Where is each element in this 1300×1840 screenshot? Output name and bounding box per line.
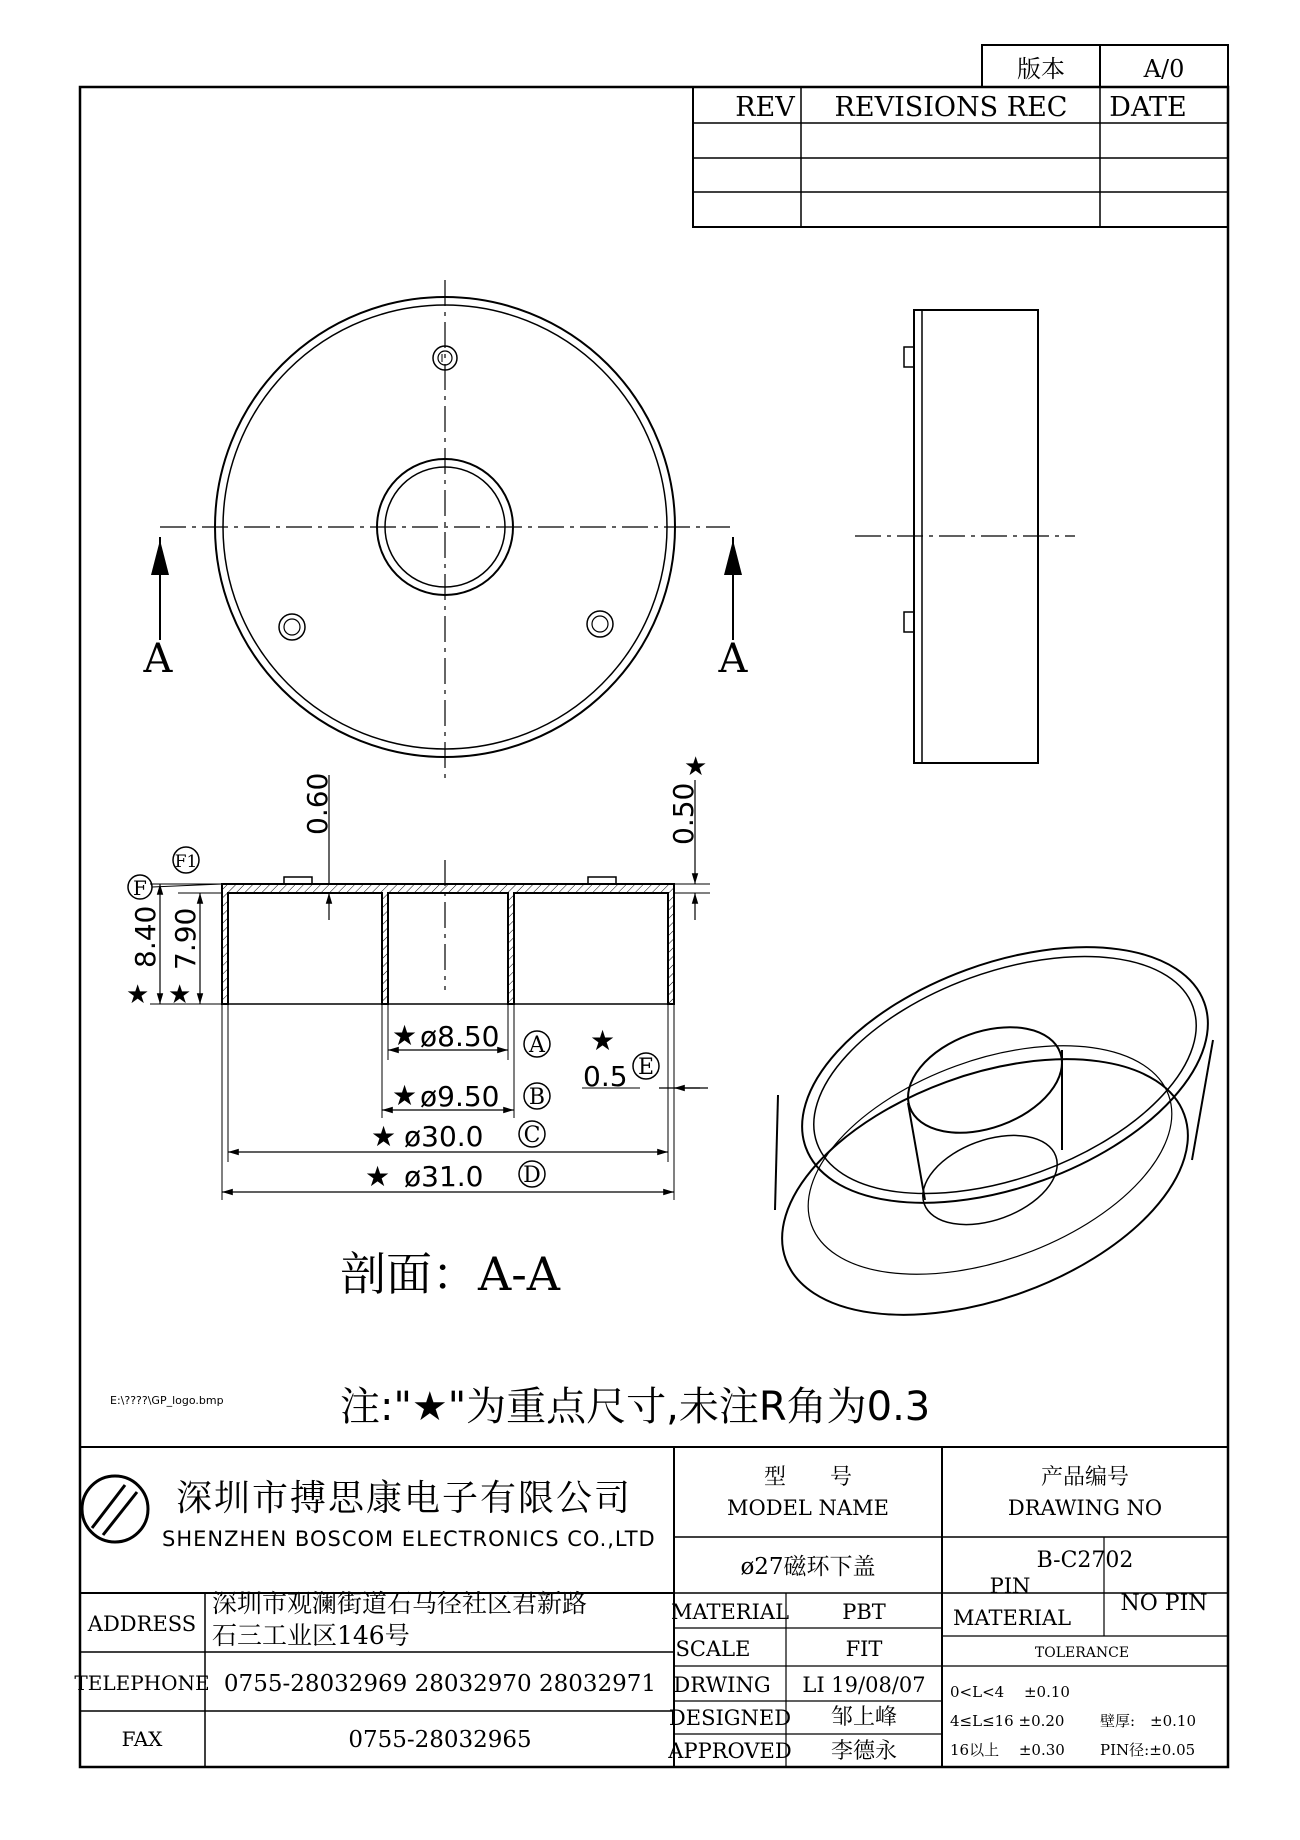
section-title: 剖面：A-A: [340, 1247, 560, 1301]
dim-diameter-b: ø9.50: [420, 1080, 500, 1113]
drawing-label-en: DRAWING NO: [1007, 1496, 1163, 1520]
section-arrow-left-icon: [151, 540, 169, 575]
company-name-cn: 深圳市搏思康电子有限公司: [176, 1478, 633, 1519]
dim-diameter-c: ø30.0: [404, 1120, 484, 1153]
star-icon: ★: [126, 980, 150, 1010]
telephone-label: TELEPHONE: [74, 1671, 210, 1695]
datum-d-label: D: [523, 1163, 541, 1188]
star-icon: ★: [371, 1120, 397, 1153]
drwing-label: DRWING: [673, 1673, 771, 1697]
model-label-cn: 型 号: [763, 1465, 853, 1490]
version-box: [982, 45, 1228, 87]
fax-value: 0755-28032965: [348, 1727, 532, 1753]
datum-f1-label: F1: [174, 852, 198, 872]
dim-height-inner: 7.90: [169, 907, 202, 970]
version-value: A/0: [1143, 55, 1185, 83]
section-marker-left: A: [143, 636, 173, 682]
star-icon: ★: [392, 1019, 418, 1052]
material-value: PBT: [842, 1600, 886, 1624]
side-view: [855, 310, 1075, 763]
isometric-view: [747, 897, 1242, 1365]
model-value: ø27磁环下盖: [740, 1554, 876, 1580]
fax-label: FAX: [121, 1727, 163, 1751]
star-icon: ★: [684, 752, 708, 782]
drawing-note: 注:"★"为重点尺寸,未注R角为0.3: [340, 1384, 931, 1430]
material-label: MATERIAL: [670, 1600, 790, 1624]
tolerance-wall: 壁厚: ±0.10: [1100, 1712, 1197, 1730]
pin-material-label-2: MATERIAL: [952, 1606, 1072, 1630]
star-icon: ★: [168, 980, 192, 1010]
star-icon: ★: [590, 1024, 616, 1057]
scale-value: FIT: [845, 1637, 883, 1661]
section-view: [126, 752, 710, 1301]
drawing-label-cn: 产品编号: [1040, 1465, 1130, 1490]
date-header: DATE: [1109, 92, 1187, 123]
dim-edge-e: 0.5: [583, 1060, 628, 1093]
dim-top-thickness: 0.60: [301, 772, 334, 835]
logo-path: E:\????\GP_logo.bmp: [110, 1394, 224, 1407]
tolerance-label: TOLERANCE: [1034, 1645, 1130, 1661]
tolerance-row-1: 0<L<4 ±0.10: [950, 1683, 1070, 1701]
address-line2: 石三工业区146号: [212, 1621, 410, 1650]
revisions-header: REVISIONS REC: [834, 92, 1068, 123]
datum-a-label: A: [529, 1033, 545, 1058]
section-marker-right: A: [718, 636, 748, 682]
pin-material-value: NO PIN: [1120, 1591, 1208, 1616]
company-logo: [82, 1476, 148, 1542]
version-label: 版本: [1017, 55, 1065, 83]
model-label-en: MODEL NAME: [727, 1496, 889, 1520]
tolerance-row-3: 16以上 ±0.30: [950, 1741, 1065, 1759]
revision-table: [693, 87, 1228, 227]
telephone-value: 0755-28032969 28032970 28032971: [223, 1671, 657, 1697]
approved-value: 李德永: [830, 1739, 898, 1764]
star-icon: ★: [365, 1160, 391, 1193]
drawing-value: B-C2702: [1036, 1548, 1134, 1573]
address-line1: 深圳市观澜街道石马径社区君新路: [212, 1589, 588, 1618]
tolerance-row-2: 4≤L≤16 ±0.20: [950, 1712, 1065, 1730]
rev-header: REV: [735, 92, 795, 123]
company-name-en: SHENZHEN BOSCOM ELECTRONICS CO.,LTD: [162, 1527, 656, 1551]
dim-height-total: 8.40: [129, 905, 162, 968]
datum-e-label: E: [637, 1055, 655, 1080]
approved-label: APPROVED: [668, 1739, 792, 1763]
datum-f-label: F: [133, 876, 147, 900]
tolerance-pin: PIN径:±0.05: [1100, 1741, 1196, 1759]
designed-value: 邹上峰: [830, 1705, 898, 1730]
datum-c-label: C: [523, 1123, 541, 1148]
pin-material-label-1: PIN: [989, 1574, 1031, 1598]
star-icon: ★: [392, 1079, 418, 1112]
drwing-value: LI 19/08/07: [802, 1673, 926, 1697]
section-arrow-right-icon: [724, 540, 742, 575]
dim-wall-thickness: 0.50: [667, 782, 700, 845]
datum-b-label: B: [528, 1085, 546, 1110]
address-label: ADDRESS: [87, 1612, 197, 1636]
designed-label: DESIGNED: [668, 1706, 792, 1730]
title-block: [74, 1447, 1228, 1767]
top-view: [143, 280, 749, 780]
scale-label: SCALE: [675, 1637, 751, 1661]
dim-diameter-d: ø31.0: [404, 1160, 484, 1193]
dim-diameter-a: ø8.50: [420, 1020, 500, 1053]
